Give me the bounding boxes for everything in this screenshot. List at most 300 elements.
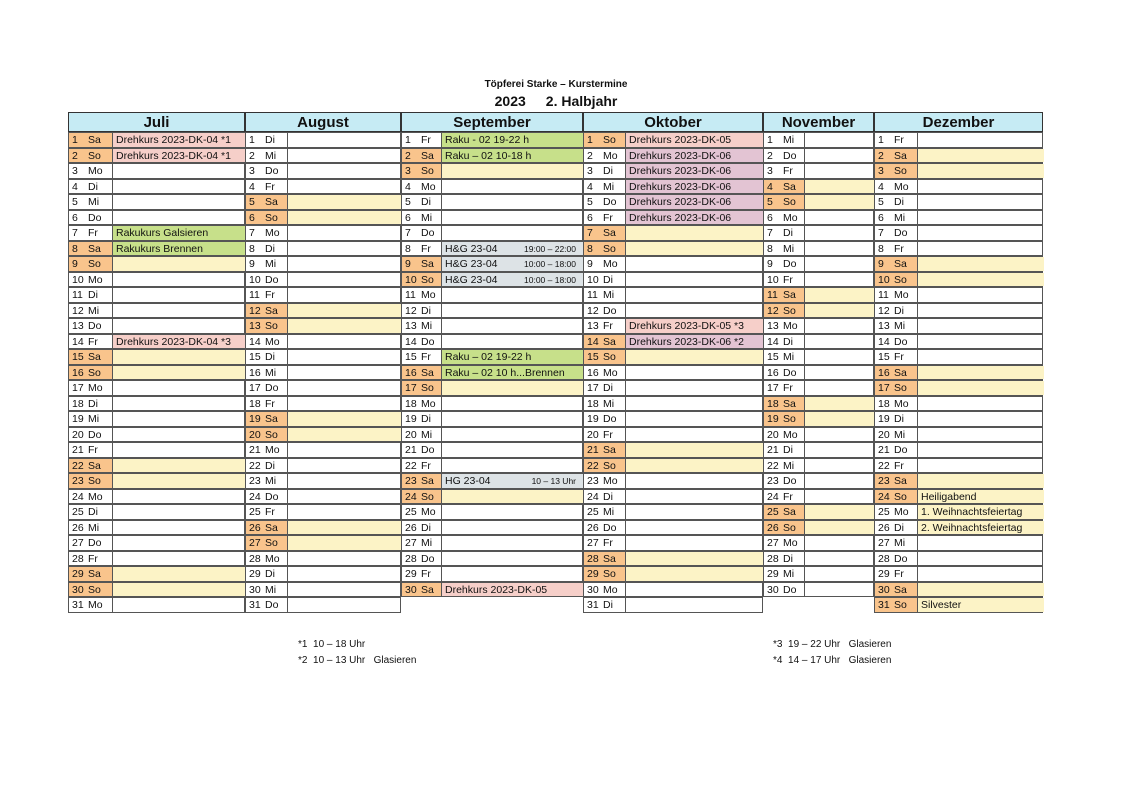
day-cell bbox=[246, 428, 287, 442]
day-cell bbox=[764, 242, 804, 256]
day-cell bbox=[69, 505, 112, 519]
day-cell bbox=[69, 164, 112, 178]
weekday-label: Mo bbox=[894, 397, 909, 410]
weekday-label: So bbox=[265, 211, 278, 224]
day-number: 3 bbox=[405, 165, 411, 177]
day-row bbox=[874, 535, 1043, 551]
day-row bbox=[68, 318, 245, 334]
day-number: 4 bbox=[587, 180, 593, 193]
day-row bbox=[401, 566, 583, 582]
event-label: Drehkurs 2023-DK-05 bbox=[629, 134, 732, 146]
day-number: 27 bbox=[405, 537, 417, 549]
day-number: 31 bbox=[249, 599, 261, 611]
day-cell bbox=[764, 226, 804, 240]
day-row bbox=[68, 489, 245, 505]
weekday-label: Sa bbox=[265, 413, 278, 425]
day-number: 12 bbox=[405, 304, 417, 317]
event-label: Drehkurs 2023-DK-05 bbox=[445, 583, 548, 596]
day-cell bbox=[584, 443, 625, 457]
event-cell bbox=[112, 164, 246, 178]
day-cell bbox=[69, 257, 112, 271]
event-cell bbox=[804, 366, 875, 380]
weekday-label: Di bbox=[421, 196, 431, 208]
day-row bbox=[68, 287, 245, 303]
day-number: 24 bbox=[249, 490, 261, 503]
footnotes-left bbox=[298, 637, 416, 669]
weekday-label: Mo bbox=[265, 552, 280, 565]
weekday-label: Di bbox=[88, 289, 98, 301]
weekday-label: Mo bbox=[265, 335, 280, 348]
event-cell bbox=[441, 366, 584, 380]
day-row bbox=[68, 179, 245, 195]
event-cell bbox=[287, 149, 402, 163]
day-number: 24 bbox=[878, 490, 890, 503]
day-row bbox=[763, 194, 874, 210]
day-number: 7 bbox=[767, 227, 773, 239]
day-row bbox=[874, 520, 1043, 536]
day-cell bbox=[764, 335, 804, 349]
weekday-label: Do bbox=[88, 211, 102, 224]
day-number: 21 bbox=[249, 444, 261, 456]
day-row bbox=[763, 566, 874, 582]
day-number: 7 bbox=[249, 227, 255, 239]
day-number: 3 bbox=[249, 165, 255, 177]
event-cell bbox=[625, 366, 764, 380]
day-number: 3 bbox=[587, 165, 593, 177]
day-row bbox=[401, 256, 583, 272]
event-cell bbox=[441, 474, 584, 488]
event-cell bbox=[112, 257, 246, 271]
day-number: 10 bbox=[878, 273, 890, 286]
event-cell bbox=[804, 536, 875, 550]
day-row bbox=[763, 427, 874, 443]
day-row bbox=[245, 582, 401, 598]
day-number: 26 bbox=[767, 521, 779, 534]
event-label: Drehkurs 2023-DK-06 bbox=[629, 165, 732, 177]
day-row bbox=[763, 411, 874, 427]
day-row bbox=[401, 504, 583, 520]
day-cell bbox=[764, 490, 804, 504]
day-number: 1 bbox=[249, 134, 255, 146]
day-number: 19 bbox=[767, 413, 779, 425]
weekday-label: Mo bbox=[88, 599, 103, 611]
day-row bbox=[401, 272, 583, 288]
day-number: 14 bbox=[249, 335, 261, 348]
weekday-label: Di bbox=[265, 568, 275, 580]
day-row bbox=[874, 566, 1043, 582]
event-cell bbox=[287, 335, 402, 349]
month-header: Dezember bbox=[874, 112, 1043, 132]
day-cell bbox=[764, 133, 804, 147]
day-row bbox=[245, 458, 401, 474]
day-cell bbox=[69, 443, 112, 457]
day-cell bbox=[764, 366, 804, 380]
day-number: 27 bbox=[878, 537, 890, 549]
day-cell bbox=[764, 195, 804, 209]
day-number: 6 bbox=[878, 211, 884, 224]
day-number: 7 bbox=[72, 227, 78, 239]
day-row bbox=[245, 256, 401, 272]
day-cell bbox=[402, 366, 441, 380]
weekday-label: Di bbox=[88, 506, 98, 518]
event-cell bbox=[625, 288, 764, 302]
day-number: 8 bbox=[405, 242, 411, 255]
day-row bbox=[583, 210, 763, 226]
weekday-label: Do bbox=[421, 227, 435, 239]
day-number: 17 bbox=[249, 382, 261, 394]
weekday-label: Do bbox=[603, 304, 617, 317]
event-cell bbox=[625, 350, 764, 364]
day-row bbox=[245, 597, 401, 613]
day-row bbox=[583, 318, 763, 334]
day-row bbox=[763, 241, 874, 257]
day-number: 22 bbox=[249, 459, 261, 472]
event-cell bbox=[441, 319, 584, 333]
day-row bbox=[245, 318, 401, 334]
day-number: 17 bbox=[405, 382, 417, 394]
event-cell bbox=[625, 164, 764, 178]
event-cell bbox=[917, 211, 1044, 225]
event-cell bbox=[441, 211, 584, 225]
day-cell bbox=[246, 164, 287, 178]
page-subtitle bbox=[0, 93, 1112, 109]
event-cell bbox=[625, 536, 764, 550]
day-row bbox=[763, 303, 874, 319]
day-cell bbox=[69, 459, 112, 473]
event-cell bbox=[287, 319, 402, 333]
month-column-oktober bbox=[583, 112, 763, 622]
event-label: Drehkurs 2023-DK-06 bbox=[629, 211, 732, 224]
day-number: 16 bbox=[767, 366, 779, 379]
weekday-label: Mo bbox=[783, 537, 798, 549]
event-label: HG 23-04 bbox=[445, 475, 491, 487]
event-cell bbox=[917, 226, 1044, 240]
day-row bbox=[245, 473, 401, 489]
weekday-label: So bbox=[421, 382, 434, 394]
day-row bbox=[68, 535, 245, 551]
day-number: 6 bbox=[767, 211, 773, 224]
month-column-september bbox=[401, 112, 583, 622]
day-number: 2 bbox=[767, 149, 773, 162]
event-cell bbox=[917, 552, 1044, 566]
event-cell bbox=[112, 180, 246, 194]
day-row bbox=[763, 148, 874, 164]
weekday-label: Fr bbox=[894, 134, 904, 146]
event-cell bbox=[917, 567, 1044, 581]
day-cell bbox=[875, 412, 917, 426]
day-cell bbox=[764, 459, 804, 473]
day-number: 11 bbox=[767, 289, 778, 301]
day-number: 25 bbox=[878, 506, 890, 518]
day-number: 17 bbox=[767, 382, 779, 394]
day-row bbox=[583, 241, 763, 257]
day-row bbox=[583, 551, 763, 567]
day-cell bbox=[764, 350, 804, 364]
day-number: 2 bbox=[405, 149, 411, 162]
day-number: 16 bbox=[249, 366, 261, 379]
weekday-label: Mi bbox=[421, 428, 433, 441]
day-cell bbox=[764, 428, 804, 442]
day-row bbox=[763, 349, 874, 365]
event-cell bbox=[112, 133, 246, 147]
event-cell bbox=[441, 490, 584, 504]
weekday-label: Sa bbox=[603, 444, 616, 456]
day-number: 30 bbox=[405, 583, 417, 596]
day-number: 18 bbox=[405, 397, 417, 410]
day-cell bbox=[69, 335, 112, 349]
event-cell bbox=[112, 350, 246, 364]
footnote: *4 14 – 17 Uhr Glasieren bbox=[773, 655, 892, 666]
weekday-label: So bbox=[603, 459, 616, 472]
weekday-label: Do bbox=[265, 599, 279, 611]
event-cell bbox=[625, 505, 764, 519]
day-number: 19 bbox=[72, 413, 84, 425]
day-number: 15 bbox=[72, 351, 84, 363]
day-row bbox=[583, 194, 763, 210]
event-cell bbox=[112, 211, 246, 225]
day-number: 12 bbox=[72, 304, 84, 317]
day-number: 28 bbox=[878, 552, 890, 565]
day-number: 31 bbox=[72, 599, 84, 611]
weekday-label: Do bbox=[783, 366, 797, 379]
day-number: 8 bbox=[878, 242, 884, 255]
event-cell bbox=[625, 412, 764, 426]
day-row bbox=[763, 473, 874, 489]
day-row bbox=[874, 365, 1043, 381]
weekday-label: Mi bbox=[603, 289, 615, 301]
day-number: 29 bbox=[878, 568, 890, 580]
weekday-label: Fr bbox=[421, 568, 431, 580]
day-row bbox=[245, 272, 401, 288]
event-cell bbox=[804, 412, 875, 426]
weekday-label: So bbox=[88, 475, 101, 487]
day-cell bbox=[246, 195, 287, 209]
day-row bbox=[68, 241, 245, 257]
weekday-label: Sa bbox=[88, 568, 101, 580]
day-number: 8 bbox=[767, 242, 773, 255]
day-number: 5 bbox=[587, 196, 593, 208]
weekday-label: Di bbox=[783, 552, 793, 565]
weekday-label: Fr bbox=[265, 289, 275, 301]
weekday-label: Mi bbox=[421, 211, 433, 224]
day-number: 7 bbox=[405, 227, 411, 239]
event-cell bbox=[917, 583, 1044, 597]
weekday-label: Fr bbox=[88, 444, 98, 456]
weekday-label: Mo bbox=[421, 397, 436, 410]
weekday-label: Sa bbox=[783, 180, 796, 193]
day-number: 13 bbox=[405, 320, 417, 332]
event-cell bbox=[441, 257, 584, 271]
day-number: 23 bbox=[878, 475, 890, 487]
day-row bbox=[401, 179, 583, 195]
day-cell bbox=[875, 242, 917, 256]
event-cell bbox=[625, 149, 764, 163]
day-row bbox=[401, 582, 583, 598]
day-number: 16 bbox=[405, 366, 417, 379]
day-row bbox=[763, 256, 874, 272]
weekday-label: Sa bbox=[88, 351, 101, 363]
day-row bbox=[583, 225, 763, 241]
weekday-label: Fr bbox=[783, 490, 793, 503]
event-cell bbox=[804, 304, 875, 318]
event-cell bbox=[287, 164, 402, 178]
weekday-label: Sa bbox=[421, 583, 434, 596]
weekday-label: Sa bbox=[88, 242, 101, 255]
day-cell bbox=[584, 598, 625, 612]
event-cell bbox=[287, 490, 402, 504]
day-cell bbox=[764, 211, 804, 225]
day-row bbox=[401, 318, 583, 334]
day-row bbox=[763, 520, 874, 536]
weekday-label: Sa bbox=[603, 227, 616, 239]
day-cell bbox=[69, 397, 112, 411]
day-number: 24 bbox=[767, 490, 779, 503]
day-cell bbox=[69, 583, 112, 597]
day-row bbox=[874, 489, 1043, 505]
event-cell bbox=[804, 195, 875, 209]
event-cell bbox=[625, 381, 764, 395]
day-row bbox=[245, 349, 401, 365]
day-cell bbox=[584, 273, 625, 287]
event-cell bbox=[112, 242, 246, 256]
event-cell bbox=[112, 443, 246, 457]
day-cell bbox=[246, 490, 287, 504]
day-row bbox=[68, 163, 245, 179]
day-row bbox=[763, 163, 874, 179]
weekday-label: Sa bbox=[894, 258, 907, 270]
event-cell bbox=[287, 412, 402, 426]
day-row bbox=[245, 551, 401, 567]
day-row bbox=[874, 132, 1043, 148]
day-row bbox=[401, 241, 583, 257]
day-row bbox=[874, 287, 1043, 303]
event-cell bbox=[287, 567, 402, 581]
day-row bbox=[874, 334, 1043, 350]
event-cell bbox=[112, 490, 246, 504]
event-cell bbox=[804, 242, 875, 256]
day-row bbox=[245, 411, 401, 427]
day-row bbox=[68, 427, 245, 443]
day-number: 29 bbox=[249, 568, 261, 580]
day-row bbox=[68, 380, 245, 396]
day-row bbox=[874, 582, 1043, 598]
day-row bbox=[68, 411, 245, 427]
day-cell bbox=[402, 505, 441, 519]
weekday-label: So bbox=[603, 568, 616, 580]
day-cell bbox=[764, 381, 804, 395]
weekday-label: So bbox=[265, 428, 278, 441]
weekday-label: So bbox=[88, 583, 101, 596]
day-row bbox=[68, 225, 245, 241]
event-cell bbox=[287, 536, 402, 550]
event-cell bbox=[917, 598, 1044, 612]
day-row bbox=[401, 535, 583, 551]
day-row bbox=[763, 179, 874, 195]
day-row bbox=[401, 303, 583, 319]
day-row bbox=[401, 442, 583, 458]
weekday-label: So bbox=[421, 490, 434, 503]
weekday-label: Do bbox=[88, 428, 102, 441]
day-cell bbox=[69, 273, 112, 287]
day-row bbox=[583, 473, 763, 489]
day-cell bbox=[875, 257, 917, 271]
weekday-label: So bbox=[783, 196, 796, 208]
weekday-label: Mi bbox=[894, 428, 906, 441]
day-row bbox=[874, 163, 1043, 179]
event-label: Drehkurs 2023-DK-05 *3 bbox=[629, 320, 744, 332]
day-row bbox=[401, 210, 583, 226]
weekday-label: Mi bbox=[88, 521, 100, 534]
day-number: 22 bbox=[72, 459, 84, 472]
event-cell bbox=[112, 428, 246, 442]
day-number: 15 bbox=[878, 351, 890, 363]
weekday-label: Di bbox=[265, 351, 275, 363]
day-cell bbox=[764, 149, 804, 163]
event-cell bbox=[804, 180, 875, 194]
weekday-label: So bbox=[603, 134, 616, 146]
weekday-label: Mi bbox=[894, 211, 906, 224]
event-cell bbox=[441, 397, 584, 411]
event-cell bbox=[441, 335, 584, 349]
weekday-label: Sa bbox=[894, 475, 907, 487]
event-cell bbox=[804, 211, 875, 225]
event-cell bbox=[625, 133, 764, 147]
event-cell bbox=[441, 536, 584, 550]
event-cell bbox=[112, 536, 246, 550]
day-number: 4 bbox=[72, 180, 78, 193]
event-cell bbox=[917, 164, 1044, 178]
event-cell bbox=[804, 381, 875, 395]
day-row bbox=[874, 303, 1043, 319]
event-cell bbox=[625, 273, 764, 287]
day-cell bbox=[69, 133, 112, 147]
event-cell bbox=[917, 536, 1044, 550]
day-number: 14 bbox=[587, 335, 599, 348]
weekday-label: Di bbox=[265, 242, 275, 255]
weekday-label: Di bbox=[88, 180, 98, 193]
day-row bbox=[874, 148, 1043, 164]
weekday-label: Mo bbox=[265, 444, 280, 456]
day-cell bbox=[875, 474, 917, 488]
day-cell bbox=[875, 149, 917, 163]
day-cell bbox=[246, 536, 287, 550]
day-number: 9 bbox=[72, 258, 78, 270]
day-cell bbox=[584, 583, 625, 597]
day-number: 9 bbox=[405, 258, 411, 270]
day-row bbox=[401, 365, 583, 381]
day-row bbox=[583, 380, 763, 396]
event-cell bbox=[625, 319, 764, 333]
day-cell bbox=[875, 521, 917, 535]
day-number: 13 bbox=[249, 320, 261, 332]
day-number: 14 bbox=[405, 335, 417, 348]
calendar-grid bbox=[68, 112, 1043, 622]
day-row bbox=[583, 287, 763, 303]
day-row bbox=[245, 442, 401, 458]
day-number: 3 bbox=[878, 165, 884, 177]
day-cell bbox=[875, 567, 917, 581]
day-cell bbox=[69, 319, 112, 333]
event-cell bbox=[112, 412, 246, 426]
day-cell bbox=[764, 536, 804, 550]
day-number: 11 bbox=[72, 289, 83, 301]
event-label: Heiligabend bbox=[921, 490, 977, 503]
weekday-label: Do bbox=[265, 273, 279, 286]
event-cell bbox=[625, 335, 764, 349]
day-cell bbox=[584, 211, 625, 225]
day-number: 21 bbox=[587, 444, 599, 456]
day-number: 11 bbox=[405, 289, 416, 301]
